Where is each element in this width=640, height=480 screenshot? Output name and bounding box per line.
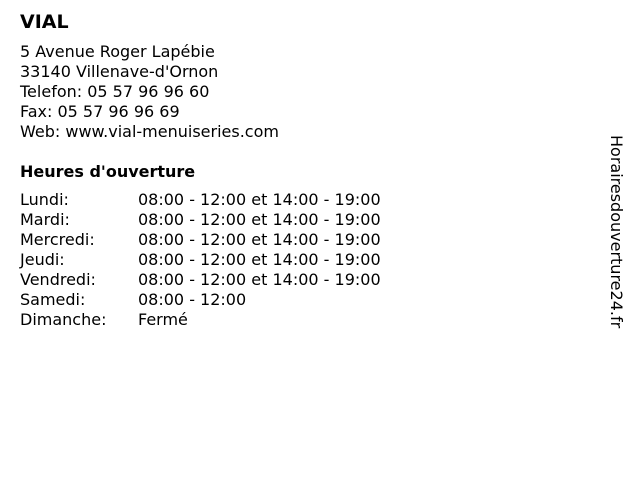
- address-street: 5 Avenue Roger Lapébie: [20, 42, 215, 61]
- hours-title: Heures d'ouverture: [20, 162, 196, 181]
- hours-row-tuesday: [20, 210, 600, 230]
- business-name: VIAL: [20, 11, 69, 33]
- time-value: 08:00 - 12:00 et 14:00 - 19:00: [138, 210, 381, 229]
- time-value: 08:00 - 12:00 et 14:00 - 19:00: [138, 270, 381, 289]
- address-city: 33140 Villenave-d'Ornon: [20, 62, 219, 81]
- time-value: 08:00 - 12:00 et 14:00 - 19:00: [138, 230, 381, 249]
- time-value: Fermé: [138, 310, 188, 329]
- hours-row-saturday: [20, 290, 600, 310]
- business-card: [20, 10, 600, 330]
- day-label: Jeudi:: [20, 250, 65, 269]
- day-label: Vendredi:: [20, 270, 96, 289]
- hours-row-sunday: [20, 310, 600, 330]
- hours-table: [20, 190, 600, 330]
- day-label: Dimanche:: [20, 310, 107, 329]
- hours-row-friday: [20, 270, 600, 290]
- hours-row-thursday: [20, 250, 600, 270]
- time-value: 08:00 - 12:00 et 14:00 - 19:00: [138, 190, 381, 209]
- day-label: Lundi:: [20, 190, 69, 209]
- day-label: Mercredi:: [20, 230, 95, 249]
- site-watermark: Horairesdouverture24.fr: [607, 135, 626, 329]
- fax-line: Fax: 05 57 96 96 69: [20, 102, 180, 121]
- time-value: 08:00 - 12:00: [138, 290, 247, 309]
- phone-line: Telefon: 05 57 96 96 60: [20, 82, 210, 101]
- hours-row-monday: [20, 190, 600, 210]
- hours-row-wednesday: [20, 230, 600, 250]
- day-label: Samedi:: [20, 290, 86, 309]
- time-value: 08:00 - 12:00 et 14:00 - 19:00: [138, 250, 381, 269]
- web-line: Web: www.vial-menuiseries.com: [20, 122, 279, 141]
- day-label: Mardi:: [20, 210, 70, 229]
